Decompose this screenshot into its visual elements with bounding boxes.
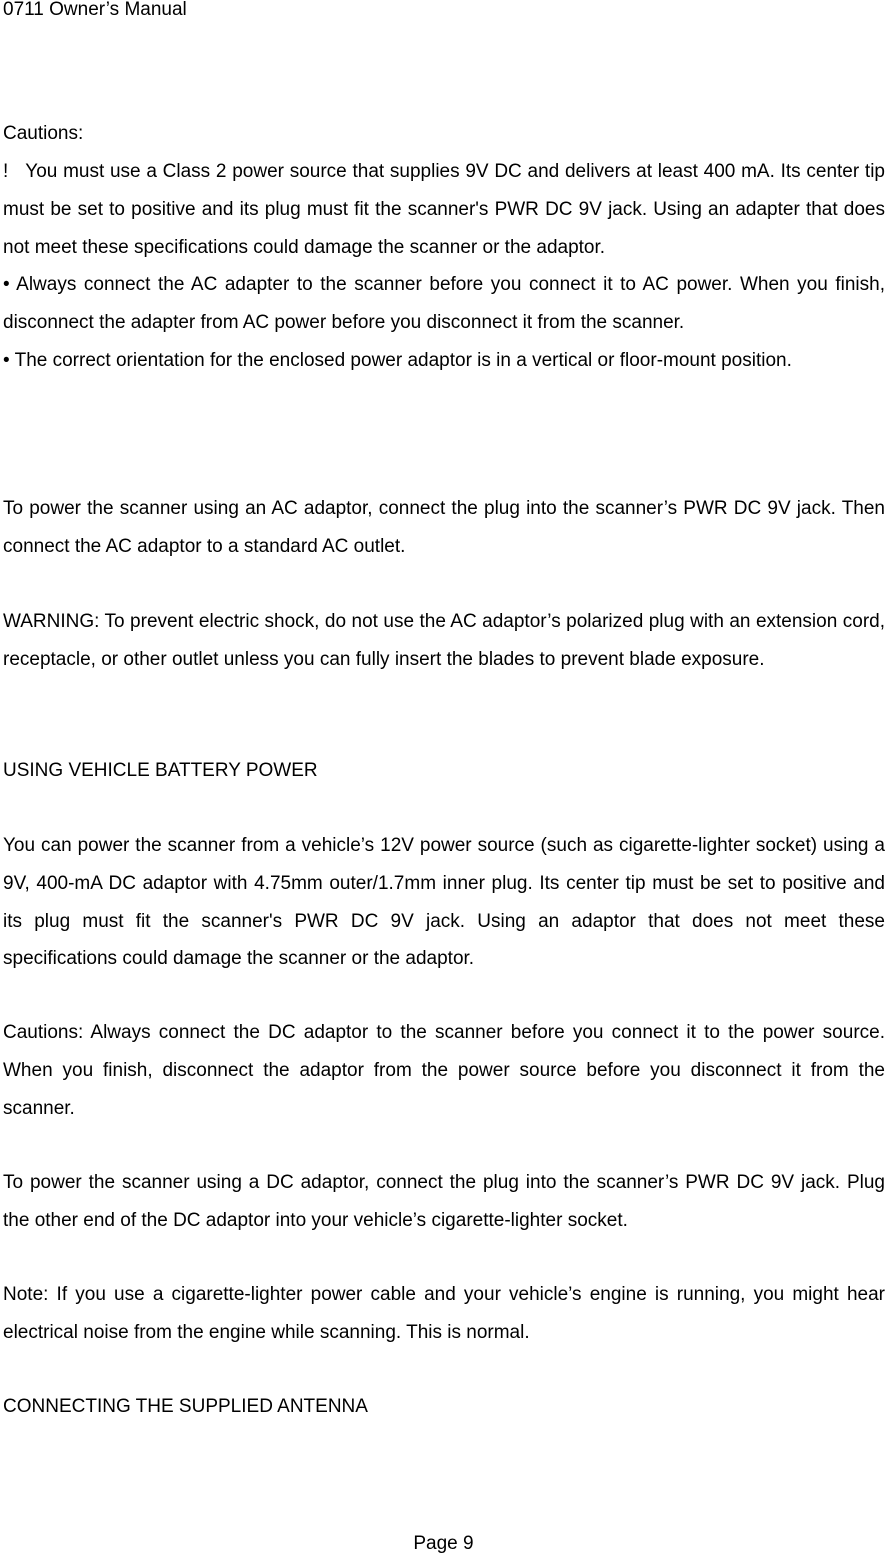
caution-list <box>3 153 885 380</box>
running-header: 0711 Owner’s Manual <box>3 0 187 20</box>
ac-power-paragraph: To power the scanner using an AC adaptor, connect the plug into the scanner’s PWR DC 9V jack. Then connect the AC adaptor to a standard AC outlet. <box>3 498 885 557</box>
page-number: Page 9 <box>413 1533 474 1554</box>
dc-cautions-paragraph: Cautions: Always connect the DC adaptor to the scanner before you connect it to the power source. When you finish, disconnect the adaptor from the power source before you disconnect it from the scanner. <box>3 1022 885 1119</box>
note-paragraph: Note: If you use a cigarette-lighter power cable and your vehicle’s engine is running, you might hear electrical noise from the engine while scanning. This is normal. <box>3 1284 885 1343</box>
caution-item-3: • The correct orientation for the enclosed power adaptor is in a vertical or floor-mount position. <box>3 349 792 371</box>
caution-item-2: • Always connect the AC adapter to the scanner before you connect it to AC power. When you finish, disconnect the adapter from AC power before you disconnect it from the scanner. <box>3 274 885 334</box>
vehicle-section-heading: USING VEHICLE BATTERY POWER <box>3 760 318 781</box>
caution-item-1-text: You must use a Class 2 power source that supplies 9V DC and delivers at least 400 mA. Its center tip must be set to positive and its plug must fit the scanner's PWR DC 9V jack. Using an adapter that does not meet these specifications could damage the scanner or the adaptor. <box>3 161 885 258</box>
antenna-section-heading: CONNECTING THE SUPPLIED ANTENNA <box>3 1396 368 1417</box>
warning-paragraph: WARNING: To prevent electric shock, do not use the AC adaptor’s polarized plug with an extension cord, receptacle, or other outlet unless you can fully insert the blades to prevent blade exposure. <box>3 611 885 670</box>
dc-power-paragraph: To power the scanner using a DC adaptor, connect the plug into the scanner’s PWR DC 9V jack. Plug the other end of the DC adaptor into your vehicle’s cigarette-lighter socket. <box>3 1172 885 1231</box>
vehicle-power-paragraph: You can power the scanner from a vehicle’s 12V power source (such as cigarette-lighter socket) using a 9V, 400-mA DC adaptor with 4.75mm outer/1.7mm inner plug. Its center tip must be set to positive and its plug must fit the scanner's PWR DC 9V jack. Using an adaptor that does not meet these specifications could damage the scanner or the adaptor. <box>3 835 885 970</box>
exclamation-bullet: ! <box>3 161 9 182</box>
cautions-heading: Cautions: <box>3 123 84 144</box>
caution-item-1 <box>3 153 885 266</box>
